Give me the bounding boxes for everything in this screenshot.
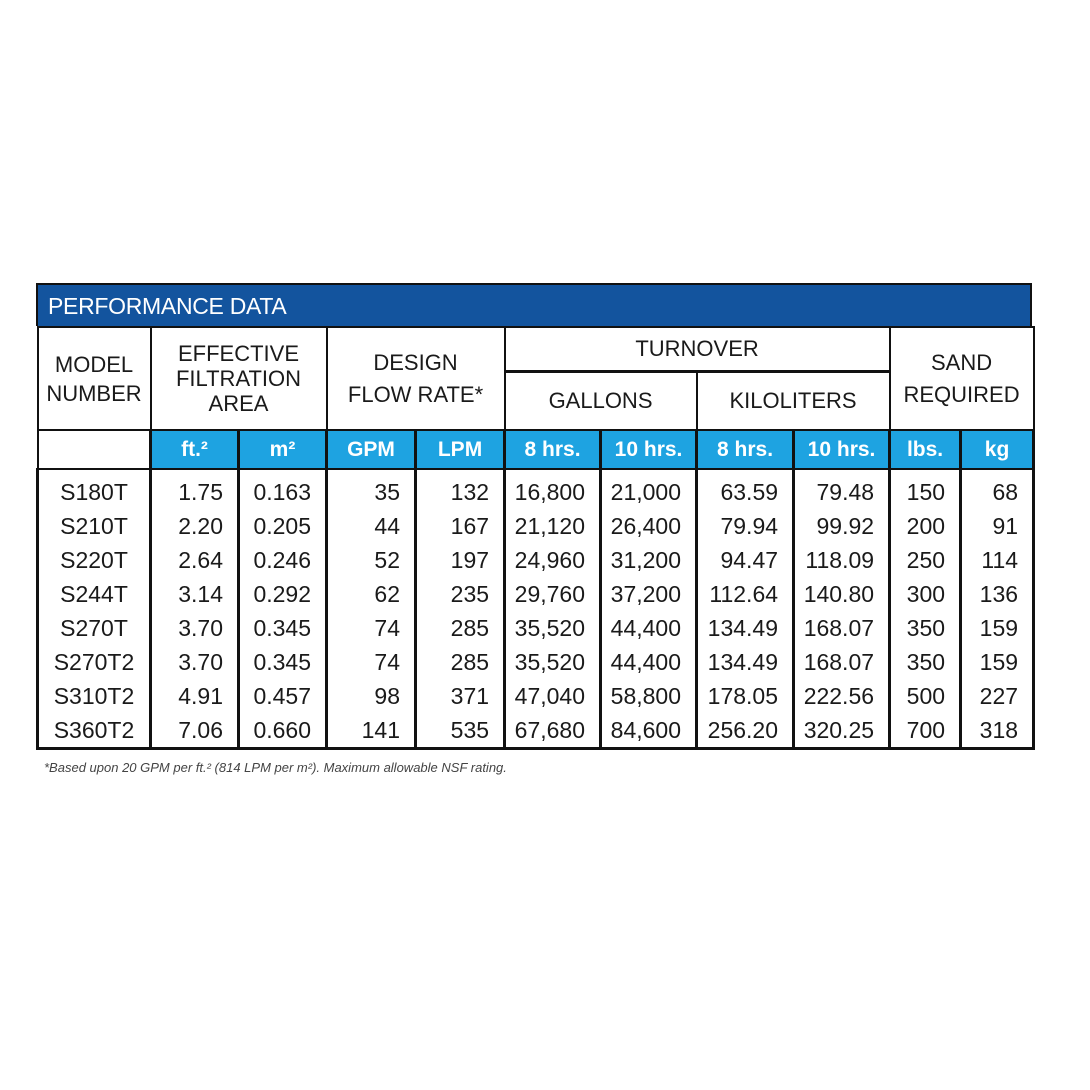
data-cell: 84,600 [601, 713, 697, 749]
data-cell: 79.48 [794, 469, 890, 509]
model-number-cell: S310T2 [38, 679, 151, 713]
data-cell: 350 [890, 645, 961, 679]
data-cell: 2.64 [151, 543, 239, 577]
header-sand-required: SAND REQUIRED [890, 327, 1034, 430]
data-cell: 31,200 [601, 543, 697, 577]
header-turnover: TURNOVER [505, 327, 890, 371]
data-cell: 58,800 [601, 679, 697, 713]
data-cell: 1.75 [151, 469, 239, 509]
data-cell: 167 [416, 509, 505, 543]
unit-header: 10 hrs. [794, 430, 890, 469]
data-cell: 74 [327, 645, 416, 679]
data-cell: 535 [416, 713, 505, 749]
data-cell: 136 [961, 577, 1034, 611]
data-cell: 35,520 [505, 611, 601, 645]
header-design-flow-rate: DESIGN FLOW RATE* [327, 327, 505, 430]
unit-header: kg [961, 430, 1034, 469]
data-cell: 0.457 [239, 679, 327, 713]
data-cell: 371 [416, 679, 505, 713]
data-cell: 2.20 [151, 509, 239, 543]
model-number-cell: S220T [38, 543, 151, 577]
data-cell: 16,800 [505, 469, 601, 509]
unit-header: LPM [416, 430, 505, 469]
data-cell: 112.64 [697, 577, 794, 611]
data-cell: 0.660 [239, 713, 327, 749]
unit-header: m² [239, 430, 327, 469]
data-cell: 99.92 [794, 509, 890, 543]
data-cell: 21,000 [601, 469, 697, 509]
data-cell: 318 [961, 713, 1034, 749]
data-cell: 24,960 [505, 543, 601, 577]
data-cell: 132 [416, 469, 505, 509]
data-cell: 159 [961, 645, 1034, 679]
data-cell: 0.345 [239, 611, 327, 645]
data-cell: 159 [961, 611, 1034, 645]
data-cell: 114 [961, 543, 1034, 577]
data-cell: 67,680 [505, 713, 601, 749]
data-cell: 3.70 [151, 611, 239, 645]
data-cell: 79.94 [697, 509, 794, 543]
data-cell: 141 [327, 713, 416, 749]
data-cell: 98 [327, 679, 416, 713]
unit-header: ft.² [151, 430, 239, 469]
header-kiloliters: KILOLITERS [697, 371, 890, 430]
data-cell: 21,120 [505, 509, 601, 543]
data-cell: 256.20 [697, 713, 794, 749]
data-cell: 235 [416, 577, 505, 611]
table-row [38, 713, 1034, 749]
data-cell: 500 [890, 679, 961, 713]
footnote: *Based upon 20 GPM per ft.² (814 LPM per m²). Maximum allowable NSF rating. [44, 760, 507, 775]
data-cell: 29,760 [505, 577, 601, 611]
data-cell: 26,400 [601, 509, 697, 543]
unit-header: lbs. [890, 430, 961, 469]
data-cell: 178.05 [697, 679, 794, 713]
data-cell: 52 [327, 543, 416, 577]
data-cell: 0.205 [239, 509, 327, 543]
table-row [38, 469, 1034, 509]
data-cell: 94.47 [697, 543, 794, 577]
data-cell: 222.56 [794, 679, 890, 713]
data-cell: 35,520 [505, 645, 601, 679]
unit-header: 10 hrs. [601, 430, 697, 469]
performance-table-panel [36, 283, 1032, 750]
data-cell: 4.91 [151, 679, 239, 713]
header-effective-filtration-area: EFFECTIVE FILTRATION AREA [151, 327, 327, 430]
data-cell: 168.07 [794, 645, 890, 679]
data-cell: 227 [961, 679, 1034, 713]
data-cell: 134.49 [697, 645, 794, 679]
data-cell: 0.345 [239, 645, 327, 679]
data-cell: 350 [890, 611, 961, 645]
performance-table [36, 326, 1035, 750]
data-cell: 150 [890, 469, 961, 509]
model-number-cell: S180T [38, 469, 151, 509]
data-cell: 0.292 [239, 577, 327, 611]
header-gallons: GALLONS [505, 371, 697, 430]
table-row [38, 645, 1034, 679]
data-cell: 44,400 [601, 611, 697, 645]
data-cell: 3.70 [151, 645, 239, 679]
data-cell: 37,200 [601, 577, 697, 611]
data-cell: 47,040 [505, 679, 601, 713]
data-cell: 197 [416, 543, 505, 577]
table-row [38, 611, 1034, 645]
data-cell: 134.49 [697, 611, 794, 645]
data-cell: 35 [327, 469, 416, 509]
data-cell: 74 [327, 611, 416, 645]
data-cell: 320.25 [794, 713, 890, 749]
model-number-cell: S244T [38, 577, 151, 611]
data-cell: 91 [961, 509, 1034, 543]
table-row [38, 679, 1034, 713]
data-cell: 250 [890, 543, 961, 577]
unit-header: 8 hrs. [505, 430, 601, 469]
data-cell: 0.163 [239, 469, 327, 509]
data-cell: 44 [327, 509, 416, 543]
data-cell: 44,400 [601, 645, 697, 679]
data-cell: 300 [890, 577, 961, 611]
data-cell: 63.59 [697, 469, 794, 509]
unit-header: GPM [327, 430, 416, 469]
unit-header: 8 hrs. [697, 430, 794, 469]
data-cell: 285 [416, 645, 505, 679]
model-number-cell: S270T [38, 611, 151, 645]
data-cell: 285 [416, 611, 505, 645]
header-model-number: MODEL NUMBER [38, 327, 151, 430]
data-cell: 118.09 [794, 543, 890, 577]
data-cell: 200 [890, 509, 961, 543]
data-cell: 700 [890, 713, 961, 749]
data-cell: 168.07 [794, 611, 890, 645]
data-cell: 3.14 [151, 577, 239, 611]
table-row [38, 509, 1034, 543]
table-row [38, 577, 1034, 611]
data-cell: 7.06 [151, 713, 239, 749]
model-number-cell: S270T2 [38, 645, 151, 679]
table-row [38, 543, 1034, 577]
model-number-cell: S360T2 [38, 713, 151, 749]
data-cell: 62 [327, 577, 416, 611]
data-cell: 140.80 [794, 577, 890, 611]
unit-cell-blank [38, 430, 151, 469]
data-cell: 68 [961, 469, 1034, 509]
table-title: PERFORMANCE DATA [36, 283, 1032, 326]
data-cell: 0.246 [239, 543, 327, 577]
model-number-cell: S210T [38, 509, 151, 543]
